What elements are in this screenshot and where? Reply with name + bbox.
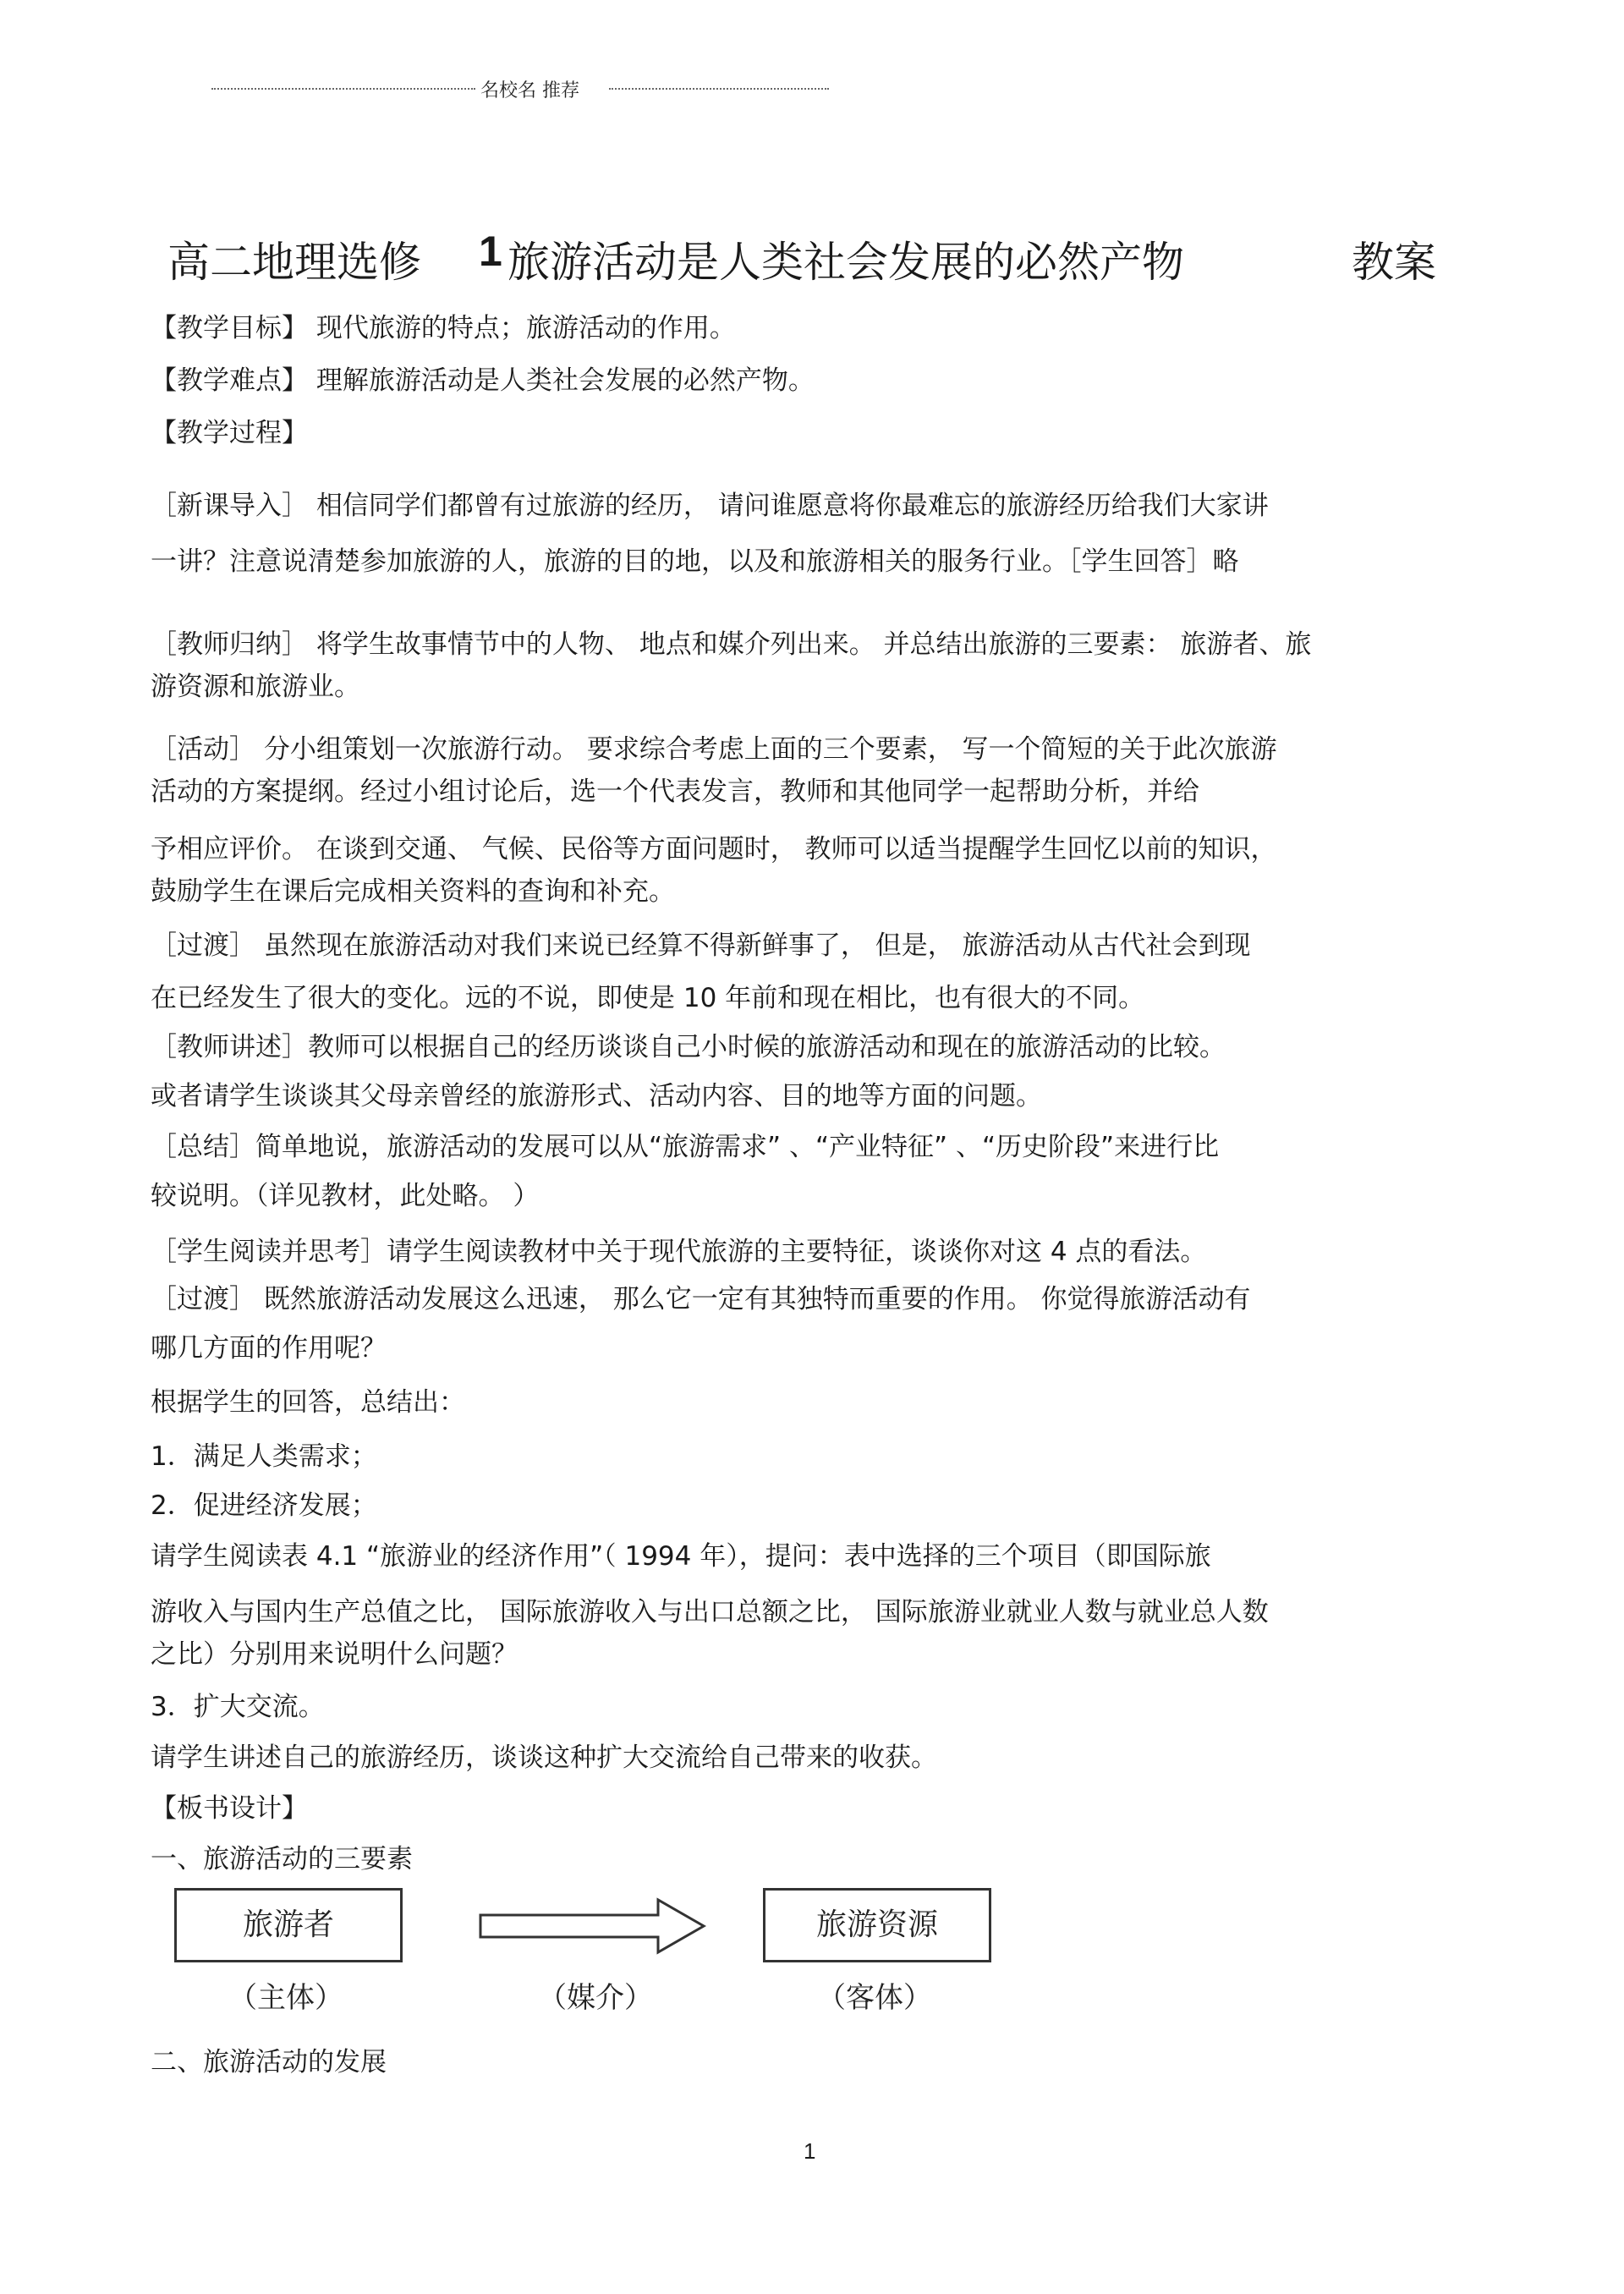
paragraph-line: 之比）分别用来说明什么问题？ (151, 1639, 518, 1670)
title-suffix: 教案 (1352, 238, 1436, 287)
paragraph-line: 较说明。（详见教材，此处略。 ） (151, 1181, 540, 1211)
paragraph-line: ［过渡］ 虽然现在旅游活动对我们来说已经算不得新鲜事了， 但是， 旅游活动从古代社会到现 (151, 930, 1251, 961)
header-rule-left (211, 88, 475, 90)
teaching-objective: 【教学目标】 现代旅游的特点；旅游活动的作用。 (151, 313, 736, 343)
paragraph-line: ［过渡］ 既然旅游活动发展这么迅速， 那么它一定有其独特而重要的作用。 你觉得旅游活动有 (151, 1284, 1251, 1314)
paragraph-line: 根据学生的回答，总结出： (151, 1387, 465, 1418)
tourism-resource-box: 旅游资源 (763, 1888, 991, 1962)
page-number: 1 (804, 2138, 816, 2164)
paragraph-line: ［教师归纳］ 将学生故事情节中的人物、 地点和媒介列出来。 并总结出旅游的三要素： 旅游者、旅 (151, 629, 1312, 660)
paragraph-line: 活动的方案提纲。经过小组讨论后，选一个代表发言，教师和其他同学一起帮助分析，并给 (151, 777, 1199, 807)
title-number: 1 (479, 228, 502, 275)
list-item: 1．满足人类需求； (151, 1441, 377, 1472)
paragraph-line: 游资源和旅游业。 (151, 672, 360, 702)
paragraph-line: 在已经发生了很大的变化。远的不说，即使是 10 年前和现在相比，也有很大的不同。 (151, 983, 1145, 1013)
right-arrow-icon (479, 1896, 707, 1956)
paragraph-line: 或者请学生谈谈其父母亲曾经的旅游形式、活动内容、目的地等方面的问题。 (151, 1081, 1042, 1111)
subject-caption: （主体） (228, 1981, 343, 2015)
title-prefix: 高二地理选修 (167, 238, 421, 287)
title-main: 旅游活动是人类社会发展的必然产物 (508, 238, 1184, 287)
three-elements-diagram (169, 1886, 1015, 2039)
paragraph-line: 鼓励学生在课后完成相关资料的查询和补充。 (151, 876, 675, 907)
paragraph-line: 哪几方面的作用呢？ (151, 1333, 387, 1364)
tourist-box: 旅游者 (174, 1888, 403, 1962)
board-design-heading: 【板书设计】 (151, 1793, 308, 1824)
header-text: 名校名 推荐 (480, 80, 579, 102)
header-rule-right (609, 88, 829, 90)
list-item: 2．促进经济发展； (151, 1490, 377, 1521)
paragraph-line: ［新课导入］ 相信同学们都曾有过旅游的经历， 请问谁愿意将你最难忘的旅游经历给我们大家讲 (151, 491, 1269, 521)
medium-caption: （媒介） (538, 1981, 653, 2015)
paragraph-line: ［教师讲述］教师可以根据自己的经历谈谈自己小时候的旅游活动和现在的旅游活动的比较。 (151, 1032, 1226, 1062)
teaching-process-heading: 【教学过程】 (151, 418, 308, 448)
paragraph-line: ［活动］ 分小组策划一次旅游行动。 要求综合考虑上面的三个要素， 写一个简短的关于此次旅游 (151, 734, 1277, 765)
paragraph-line: 予相应评价。 在谈到交通、 气候、民俗等方面问题时， 教师可以适当提醒学生回忆以前的知识， (151, 834, 1277, 864)
paragraph-line: 请学生讲述自己的旅游经历，谈谈这种扩大交流给自己带来的收获。 (151, 1742, 937, 1773)
section-heading: 一、旅游活动的三要素 (151, 1844, 413, 1874)
paragraph-line: 游收入与国内生产总值之比， 国际旅游收入与出口总额之比， 国际旅游业就业人数与就业总人数 (151, 1597, 1269, 1627)
teaching-difficulty: 【教学难点】 理解旅游活动是人类社会发展的必然产物。 (151, 365, 815, 396)
paragraph-line: 请学生阅读表 4.1 “旅游业的经济作用”（ 1994 年），提问：表中选择的三个项目（即国际旅 (151, 1541, 1211, 1572)
object-caption: （客体） (817, 1981, 932, 2015)
page-header (211, 76, 829, 102)
paragraph-line: ［学生阅读并思考］请学生阅读教材中关于现代旅游的主要特征，谈谈你对这 4 点的看法。 (151, 1237, 1207, 1267)
list-item: 3．扩大交流。 (151, 1692, 325, 1722)
paragraph-line: 一讲？注意说清楚参加旅游的人，旅游的目的地，以及和旅游相关的服务行业。［学生回答］略 (151, 546, 1239, 577)
section-heading: 二、旅游活动的发展 (151, 2047, 387, 2077)
paragraph-line: ［总结］简单地说，旅游活动的发展可以从“旅游需求” 、“产业特征” 、“历史阶段”来进行比 (151, 1132, 1220, 1162)
